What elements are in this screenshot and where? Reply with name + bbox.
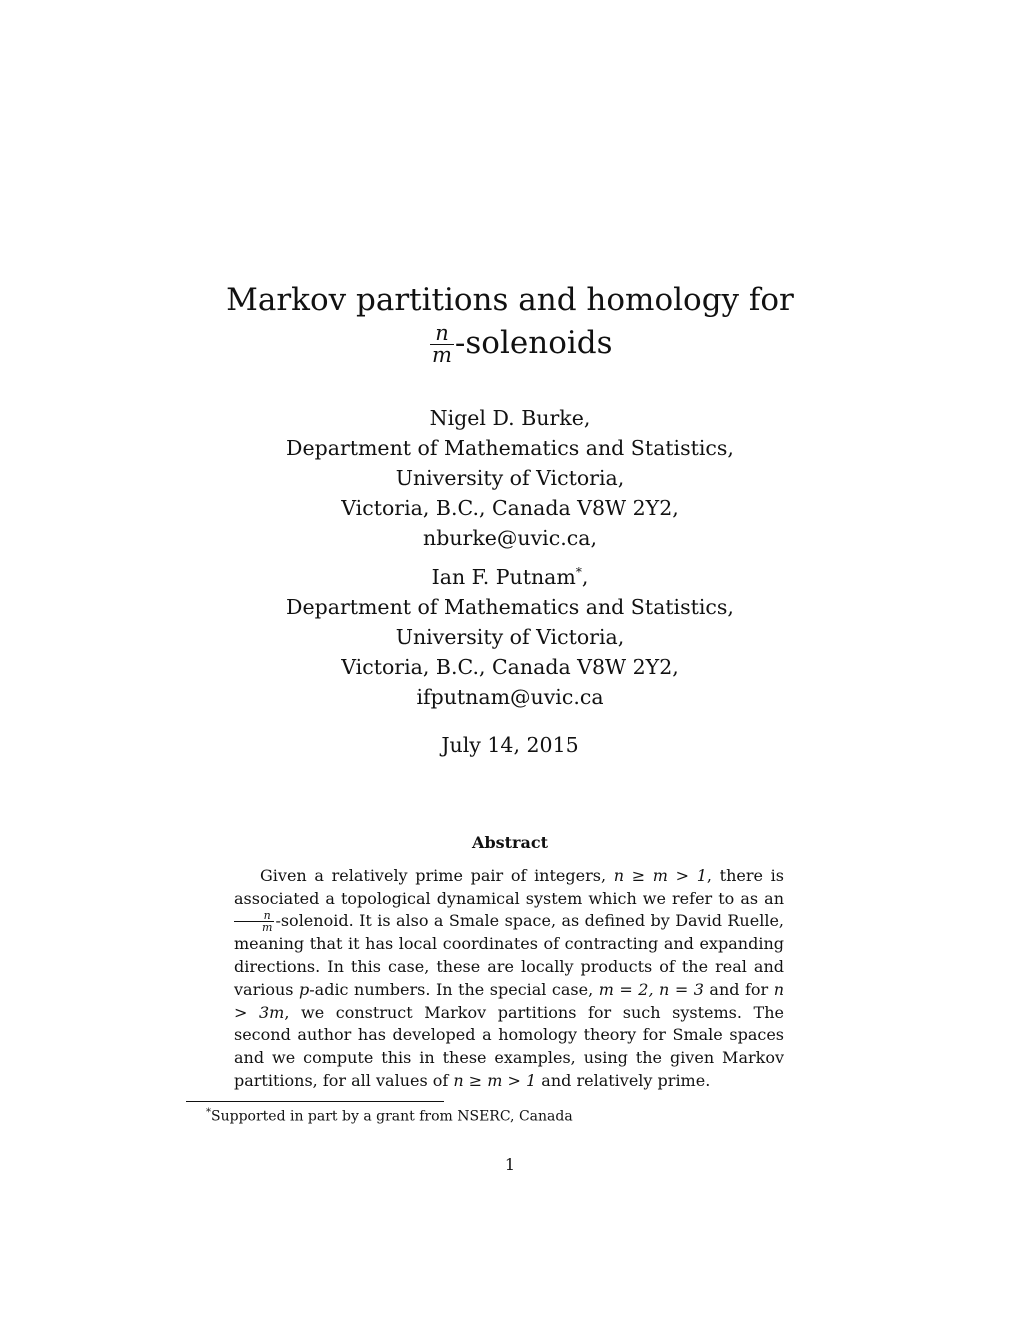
title-fraction (430, 323, 454, 366)
abstract-fraction: $\frac{n}{m}$ (234, 910, 274, 933)
abstract-heading: Abstract (472, 833, 548, 852)
author-email: ifputnam@uvic.ca (416, 684, 604, 709)
footnote-rule (186, 1101, 444, 1102)
footnote (206, 1107, 573, 1125)
author-address: Victoria, B.C., Canada V8W 2Y2, (341, 496, 679, 520)
paper-title-line-2 (430, 323, 613, 366)
author-university: University of Victoria, (395, 624, 625, 649)
author-department: Department of Mathematics and Statistics, (286, 436, 734, 460)
math-inline: n > 3m (234, 979, 785, 1022)
math-inline: p (299, 979, 310, 999)
author-2 (0, 557, 1020, 712)
author-list (0, 403, 1020, 716)
paper-date: July 14, 2015 (441, 733, 579, 757)
math-inline: m = 2, n = 3 (598, 979, 704, 999)
author-email: nburke@uvic.ca, (423, 526, 597, 550)
footnote-mark: * (206, 1107, 211, 1118)
title-fraction-denominator: m (432, 343, 452, 367)
author-1 (0, 403, 1020, 553)
footnote-text: Supported in part by a grant from NSERC, Canada (211, 1108, 573, 1125)
title-fraction-numerator: n (430, 323, 454, 345)
author-name: Ian F. Putnam*, (431, 564, 589, 589)
paper-title-line-1: Markov partitions and homology for (226, 282, 794, 318)
author-name: Nigel D. Burke, (429, 406, 591, 430)
math-inline: n ≥ m > 1 (453, 1070, 537, 1090)
page-number: 1 (504, 1155, 516, 1174)
footnote-mark: * (575, 565, 582, 579)
title-suffix: -solenoids (454, 325, 613, 361)
math-inline: n ≥ m > 1 (613, 866, 707, 885)
abstract-body: Given a relatively prime pair of integers, n ≥ m > 1, there is associated a topological dynamical system which we refer to as an $\frac{n}{m}$ -solenoid. It is also a Smale space, as defined by David Ruelle, meaning that it has local coordinates of contracting and expanding directions. In this case, these are locally products of the real and various p-adic numbers. In the special case, m = 2, n = 3 and for n > 3m, we construct Markov partitions for such systems. The second author has developed a homology theory for Smale spaces and we compute this in these examples, using the given Markov partitions, for all values of n ≥ m > 1 and relatively prime. (234, 866, 785, 1090)
author-department: Department of Mathematics and Statistics, (286, 594, 734, 619)
author-university: University of Victoria, (395, 466, 625, 490)
author-address: Victoria, B.C., Canada V8W 2Y2, (341, 654, 679, 679)
